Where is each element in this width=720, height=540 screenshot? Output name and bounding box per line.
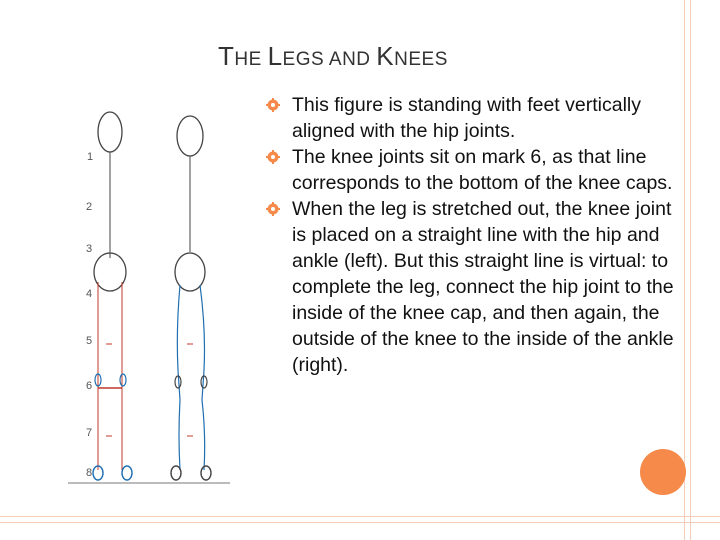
bullet-item xyxy=(266,144,686,196)
scale-mark: 1 xyxy=(87,151,94,163)
scale-marks xyxy=(86,151,93,479)
scale-mark: 5 xyxy=(86,335,93,347)
scale-mark: 4 xyxy=(86,288,93,300)
gear-bullet-icon xyxy=(266,202,280,216)
bullet-list xyxy=(266,92,686,378)
scale-mark: 8 xyxy=(86,467,93,479)
left-figure xyxy=(93,112,132,480)
scale-mark: 7 xyxy=(86,427,93,439)
bullet-text: When the leg is stretched out, the knee joint is placed on a straight line with the hip and ankle (left). But this straight line is virtual: to complete the leg, connect the hip joint to the inside of the knee cap, and then again, the outside of the knee to the inside of the ankle (right). xyxy=(292,198,674,376)
title-part: EGS AND xyxy=(282,49,377,70)
title-part: NEES xyxy=(394,49,448,70)
title-part: HE xyxy=(234,49,268,70)
scale-mark: 2 xyxy=(86,201,93,213)
bullet-text: The knee joints sit on mark 6, as that line corresponds to the bottom of the knee caps. xyxy=(292,146,673,194)
title-part: K xyxy=(376,41,395,71)
title-part: T xyxy=(218,41,235,71)
scale-mark: 6 xyxy=(86,380,93,392)
bullet-text: This figure is standing with feet vertically aligned with the hip joints. xyxy=(292,94,641,142)
slide-frame-horizontal-line xyxy=(0,516,720,523)
decorative-orange-circle xyxy=(640,449,686,495)
legs-sketch-image xyxy=(60,100,260,490)
slide-title xyxy=(218,36,448,73)
right-figure xyxy=(171,116,211,480)
gear-bullet-icon xyxy=(266,150,280,164)
gear-bullet-icon xyxy=(266,98,280,112)
leg-tick-marks xyxy=(106,344,193,436)
title-part: L xyxy=(267,41,283,71)
bullet-item xyxy=(266,92,686,144)
scale-mark: 3 xyxy=(86,243,93,255)
bullet-item xyxy=(266,196,686,378)
